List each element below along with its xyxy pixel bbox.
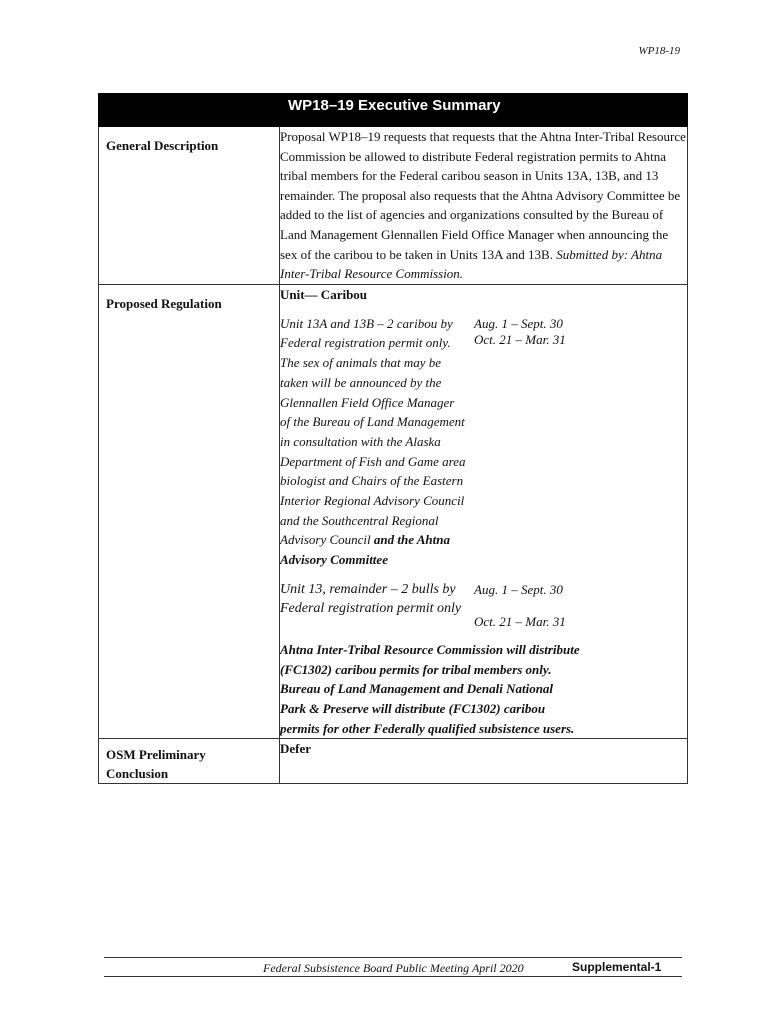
osm-conclusion-label: OSM Preliminary Conclusion [106,747,206,782]
proposed-regulation-label-cell [99,284,280,739]
permit-delegation-text: Ahtna Inter-Tribal Resource Commission will distribute (FC1302) caribou permits for tribal members only. Bureau of Land Management and Denali National Park & Preserve will distribute (FC1302) caribou permits for other Federally qualified subsistence users. [280,641,580,736]
entry-2-text: Unit 13, remainder – 2 bulls by Federal registration permit only [280,581,462,616]
proposed-regulation-row [99,284,688,739]
table-header-row [99,94,688,127]
season-date: Aug. 1 – Sept. 30 [474,581,563,597]
regulation-entry [280,314,687,570]
footer-rule [104,957,682,958]
footer-rule [104,976,682,977]
header-left-cell [99,94,280,127]
general-description-label: General Description [106,138,219,153]
proposed-regulation-label: Proposed Regulation [106,295,222,311]
general-description-text: Proposal WP18–19 requests that requests that the Ahtna Inter-Tribal Resource Commission be allowed to distribute Federal registration permits to Ahtna tribal members for the Federal caribou season in Units 13A, 13B, and 13 remainder. The proposal also requests that the Ahtna Advisory Committee be added to the list of agencies and organizations consulted by the Bureau of Land Management Glennallen Field Office Manager when announcing the sex of the caribou to be taken in Units 13A and 13B. [280,129,686,262]
regulation-entry-dates [466,580,566,630]
osm-conclusion-label-cell [99,739,280,784]
page-identifier: WP18-19 [638,45,680,57]
season-date: Oct. 21 – Mar. 31 [474,331,566,347]
unit-heading: Unit— Caribou [280,286,368,302]
regulation-entry-text [280,314,466,570]
entry-1-addition: and the Ahtna Advisory Committee [280,532,450,568]
regulation-entry-dates [466,314,566,570]
date-spacer [474,598,566,614]
general-description-cell [280,127,688,285]
executive-summary-table [98,93,688,784]
osm-conclusion-row [99,739,688,784]
regulation-entry [280,580,687,630]
footer-meeting-text: Federal Subsistence Board Public Meeting April 2020 [263,961,524,975]
submitted-by-text: Submitted by: Ahtna Inter-Tribal Resource Commission. [280,246,663,282]
proposed-regulation-cell [280,284,688,739]
entry-1-text: Unit 13A and 13B – 2 caribou by Federal registration permit only. The sex of animals that may be taken will be announced by the Glennallen Field Office Manager of the Bureau of Land Management in consultation with the Alaska Department of Fish and Game area biologist and Chairs of the Eastern Interior Regional Advisory Council and the Southcentral Regional Advisory Council [280,315,466,548]
table-title: WP18–19 Executive Summary [288,97,501,114]
season-date: Aug. 1 – Sept. 30 [474,315,563,331]
general-description-row [99,127,688,285]
header-title-cell [280,94,688,127]
osm-conclusion-value: Defer [280,739,688,784]
general-description-label-cell [99,127,280,285]
footer-page-label: Supplemental-1 [572,960,662,974]
season-date: Oct. 21 – Mar. 31 [474,613,566,629]
